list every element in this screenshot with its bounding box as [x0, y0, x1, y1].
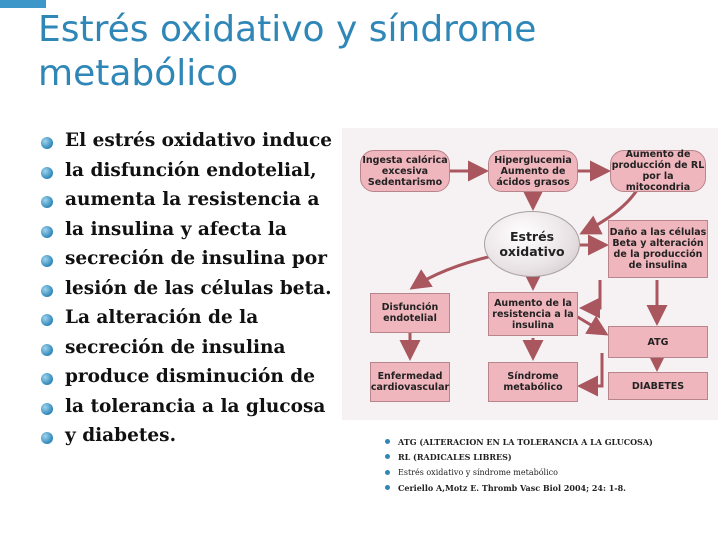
bullet-item: produce disminución de: [40, 366, 332, 396]
footnote-item: Ceriello A,Motz E. Thromb Vasc Biol 2004; 24: 1-8.: [385, 483, 653, 498]
box-cardiovascular-disease: Enfermedad cardiovascular: [370, 362, 450, 402]
box-hyperglycemia: Hiperglucemia Aumento de ácidos grasos: [488, 150, 578, 192]
title-accent-bar: [0, 0, 46, 8]
bullet-list: [40, 130, 332, 455]
box-intake: Ingesta calórica excesiva Sedentarismo: [360, 150, 450, 192]
box-diabetes: DIABETES: [608, 372, 708, 400]
box-beta-damage: Daño a las células Beta y alteración de la producción de insulina: [608, 220, 708, 278]
footnote-item: Estrés oxidativo y síndrome metabólico: [385, 468, 653, 483]
bullet-item: secreción de insulina por: [40, 248, 332, 278]
arrow-atg-sind: [580, 353, 602, 386]
bullet-item: aumenta la resistencia a: [40, 189, 332, 219]
bullet-item: El estrés oxidativo induce: [40, 130, 332, 160]
arrow-center-disf: [412, 256, 492, 288]
footnote-item: ATG (ALTERACION EN LA TOLERANCIA A LA GLUCOSA): [385, 437, 653, 452]
box-rl-production: Aumento de producción de RL por la mitocondria: [611, 149, 705, 193]
center-oxidative-stress: Estrés oxidativo: [484, 211, 580, 277]
bullet-item: la insulina y afecta la: [40, 219, 332, 249]
bullet-item: la tolerancia a la glucosa: [40, 396, 332, 426]
arrow-resist-atg: [576, 316, 606, 334]
arrow-beta-resist: [582, 280, 600, 308]
slide-title: Estrés oxidativo y síndrome metabólico: [38, 9, 537, 94]
footnote-item: RL (RADICALES LIBRES): [385, 452, 653, 467]
bullet-item: lesión de las células beta.: [40, 278, 332, 308]
bullet-item: La alteración de la: [40, 307, 332, 337]
bullet-item: secreción de insulina: [40, 337, 332, 367]
diagram-figure: [342, 128, 718, 420]
box-endothelial-dysfunction: Disfunción endotelial: [370, 293, 450, 333]
footnote-list: [385, 437, 653, 498]
box-metabolic-syndrome: Síndrome metabólico: [488, 362, 578, 402]
box-atg: ATG: [608, 326, 708, 358]
bullet-item: la disfunción endotelial,: [40, 160, 332, 190]
box-insulin-resistance: Aumento de la resistencia a la insulina: [488, 292, 578, 336]
bullet-item: y diabetes.: [40, 425, 332, 455]
